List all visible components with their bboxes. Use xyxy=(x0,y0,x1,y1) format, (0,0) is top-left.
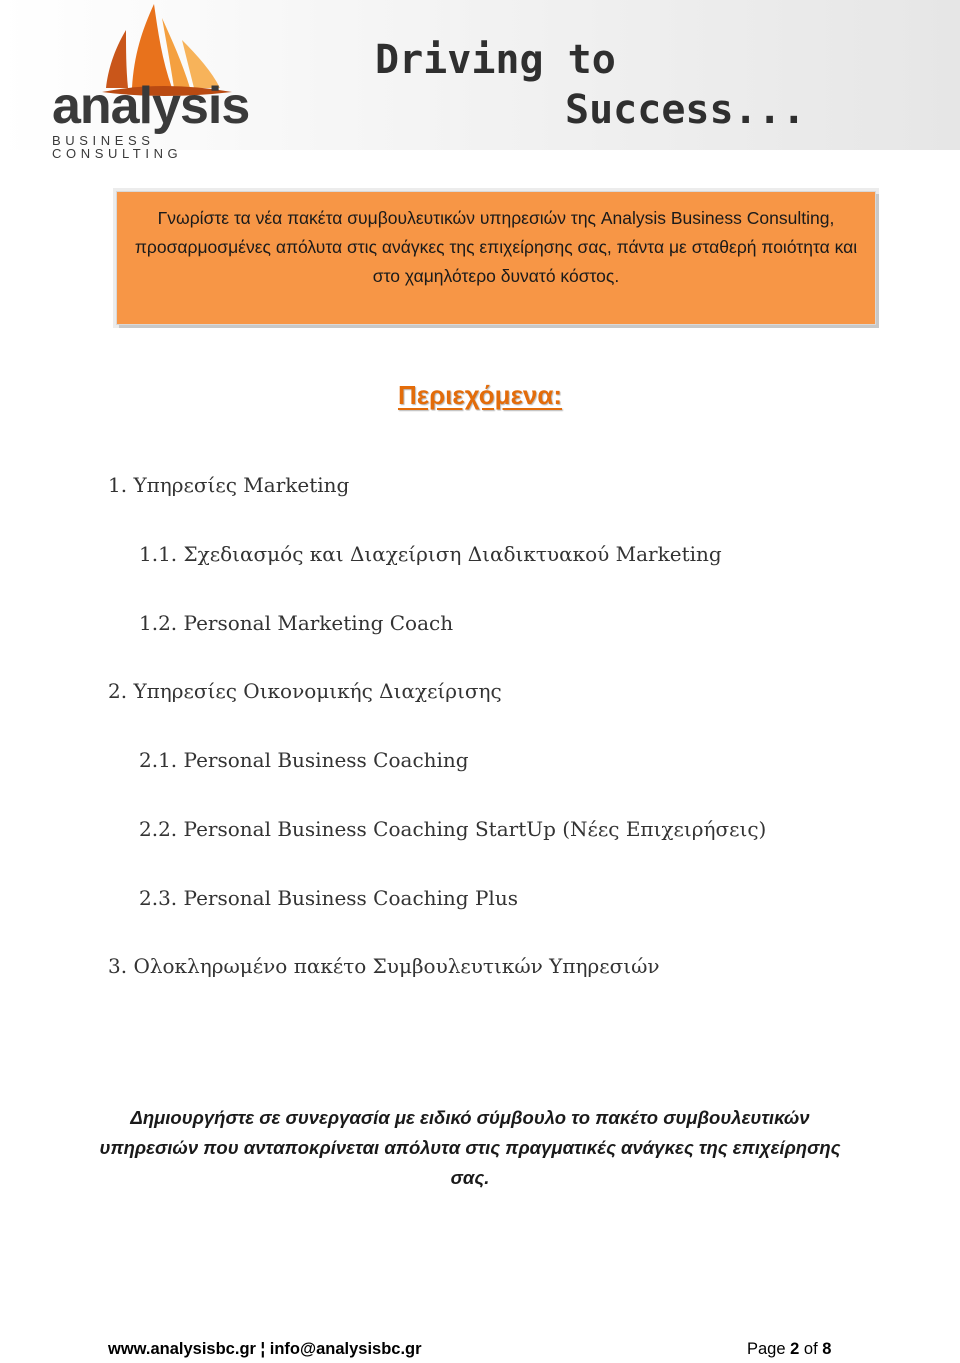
page-total: 8 xyxy=(822,1340,832,1358)
toc-item-2-2[interactable]: 2.2. Personal Business Coaching StartUp (Νέες Επιχειρήσεις) xyxy=(139,817,767,841)
page-number xyxy=(747,1340,831,1359)
header-banner xyxy=(0,0,960,161)
page-label: Page xyxy=(747,1340,786,1358)
toc-item-3[interactable]: 3. Ολοκληρωμένο πακέτο Συμβουλευτικών Υπηρεσιών xyxy=(108,954,660,978)
toc-title: Περιεχόμενα: xyxy=(397,380,563,410)
toc-item-2-3[interactable]: 2.3. Personal Business Coaching Plus xyxy=(139,886,518,910)
promo-box xyxy=(116,191,876,325)
page-current: 2 xyxy=(790,1340,800,1358)
company-logo xyxy=(22,0,272,161)
slogan-line-2: Success... xyxy=(565,87,806,133)
footer-separator: ¦ xyxy=(260,1340,266,1358)
toc-item-1-1[interactable]: 1.1. Σχεδιασμός και Διαχείριση Διαδικτυακού Marketing xyxy=(139,542,722,566)
toc-item-2-1[interactable]: 2.1. Personal Business Coaching xyxy=(139,748,469,772)
footer-website-link[interactable]: www.analysisbc.gr xyxy=(108,1340,256,1358)
logo-tagline: BUSINESS CONSULTING xyxy=(52,133,183,161)
closing-statement xyxy=(90,1103,850,1193)
slogan-line-1: Driving to xyxy=(375,37,616,83)
page-of: of xyxy=(803,1340,818,1358)
toc-item-1-2[interactable]: 1.2. Personal Marketing Coach xyxy=(139,611,454,635)
logo-wordmark: analysis xyxy=(52,77,250,135)
toc-item-1[interactable]: 1. Υπηρεσίες Marketing xyxy=(108,473,350,497)
closing-text: Δημιουργήστε σε συνεργασία με ειδικό σύμβουλο το πακέτο συμβουλευτικών υπηρεσιών που ανταποκρίνεται απόλυτα στις πραγματικές ανάγκες της επιχείρησης σας. xyxy=(99,1107,841,1188)
footer-email-link[interactable]: info@analysisbc.gr xyxy=(269,1340,422,1358)
footer-contact xyxy=(108,1340,422,1359)
toc-item-2[interactable]: 2. Υπηρεσίες Οικονομικής Διαχείρισης xyxy=(108,679,502,703)
promo-text: Γνωρίστε τα νέα πακέτα συμβουλευτικών υπηρεσιών της Analysis Business Consulting, προσαρμοσμένες απόλυτα στις ανάγκες της επιχείρησης σας, πάντα με σταθερή ποιότητα και στο χαμηλότερο δυνατό κόστος. xyxy=(134,208,858,286)
